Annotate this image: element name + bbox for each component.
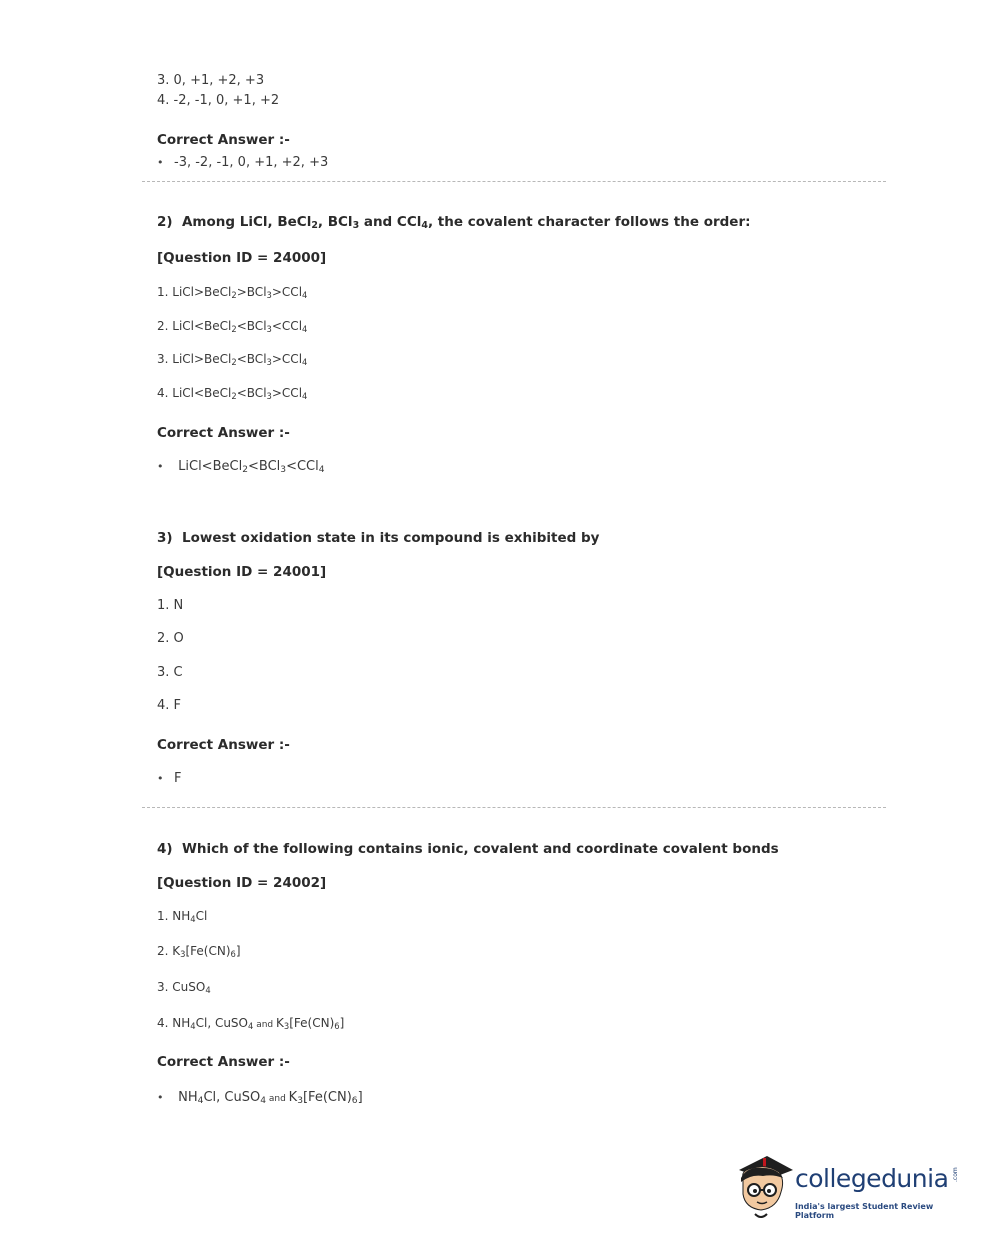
- option-item: 4. LiCl<BeCl$_2$<BCl$_3$>CCl$_4$: [157, 386, 308, 401]
- question-text: 3) Lowest oxidation state in its compound is exhibited by: [157, 530, 600, 546]
- option-item: 1. LiCl>BeCl$_2$>BCl$_3$>CCl$_4$: [157, 285, 308, 300]
- question-text: 2) Among LiCl, BeCl$_2$, BCl$_3$ and CCl$_4$, the covalent character follows the order:: [157, 214, 751, 231]
- option-item: 4. -2, -1, 0, +1, +2: [157, 93, 280, 108]
- correct-answer-value: • $NH_4Cl$, CuSO$_4$ and $K_3[Fe(CN)_6]$: [157, 1090, 363, 1105]
- option-item: 1. N: [157, 598, 184, 613]
- collegedunia-logo: [733, 1152, 963, 1224]
- correct-answer-label: Correct Answer :-: [157, 425, 290, 441]
- correct-answer-value: • F: [157, 771, 181, 786]
- logo-com: .com: [952, 1167, 959, 1182]
- correct-answer-value: • -3, -2, -1, 0, +1, +2, +3: [157, 155, 328, 170]
- logo-tagline: India's largest Student Review Platform: [795, 1202, 934, 1220]
- option-item: 2. $K_3[Fe(CN)_6]$: [157, 944, 241, 959]
- section-divider: [142, 807, 886, 808]
- option-item: 3. C: [157, 665, 183, 680]
- option-item: 4. F: [157, 698, 182, 713]
- logo-wordmark: collegedunia: [795, 1164, 949, 1193]
- question-id: [Question ID = 24001]: [157, 564, 327, 580]
- correct-answer-label: Correct Answer :-: [157, 1054, 290, 1070]
- option-item: 2. O: [157, 631, 184, 646]
- option-item: 3. LiCl>BeCl$_2$<BCl$_3$>CCl$_4$: [157, 352, 308, 367]
- question-id: [Question ID = 24002]: [157, 875, 327, 891]
- correct-answer-value: • LiCl<BeCl$_2$<BCl$_3$<CCl$_4$: [157, 459, 325, 474]
- option-item: 1. $NH_4Cl$: [157, 909, 208, 924]
- option-item: 2. LiCl<BeCl$_2$<BCl$_3$<CCl$_4$: [157, 319, 308, 334]
- correct-answer-label: Correct Answer :-: [157, 132, 290, 148]
- correct-answer-label: Correct Answer :-: [157, 737, 290, 753]
- option-item: 3. CuSO$_4$: [157, 980, 211, 995]
- question-text: 4) Which of the following contains ionic, covalent and coordinate covalent bonds: [157, 841, 779, 857]
- section-divider: [142, 181, 886, 182]
- option-item: 3. 0, +1, +2, +3: [157, 73, 265, 88]
- question-id: [Question ID = 24000]: [157, 250, 327, 266]
- mascot-icon: [733, 1152, 795, 1224]
- option-item: 4. $NH_4Cl$, CuSO$_4$ and $K_3[Fe(CN)_6]$: [157, 1016, 345, 1031]
